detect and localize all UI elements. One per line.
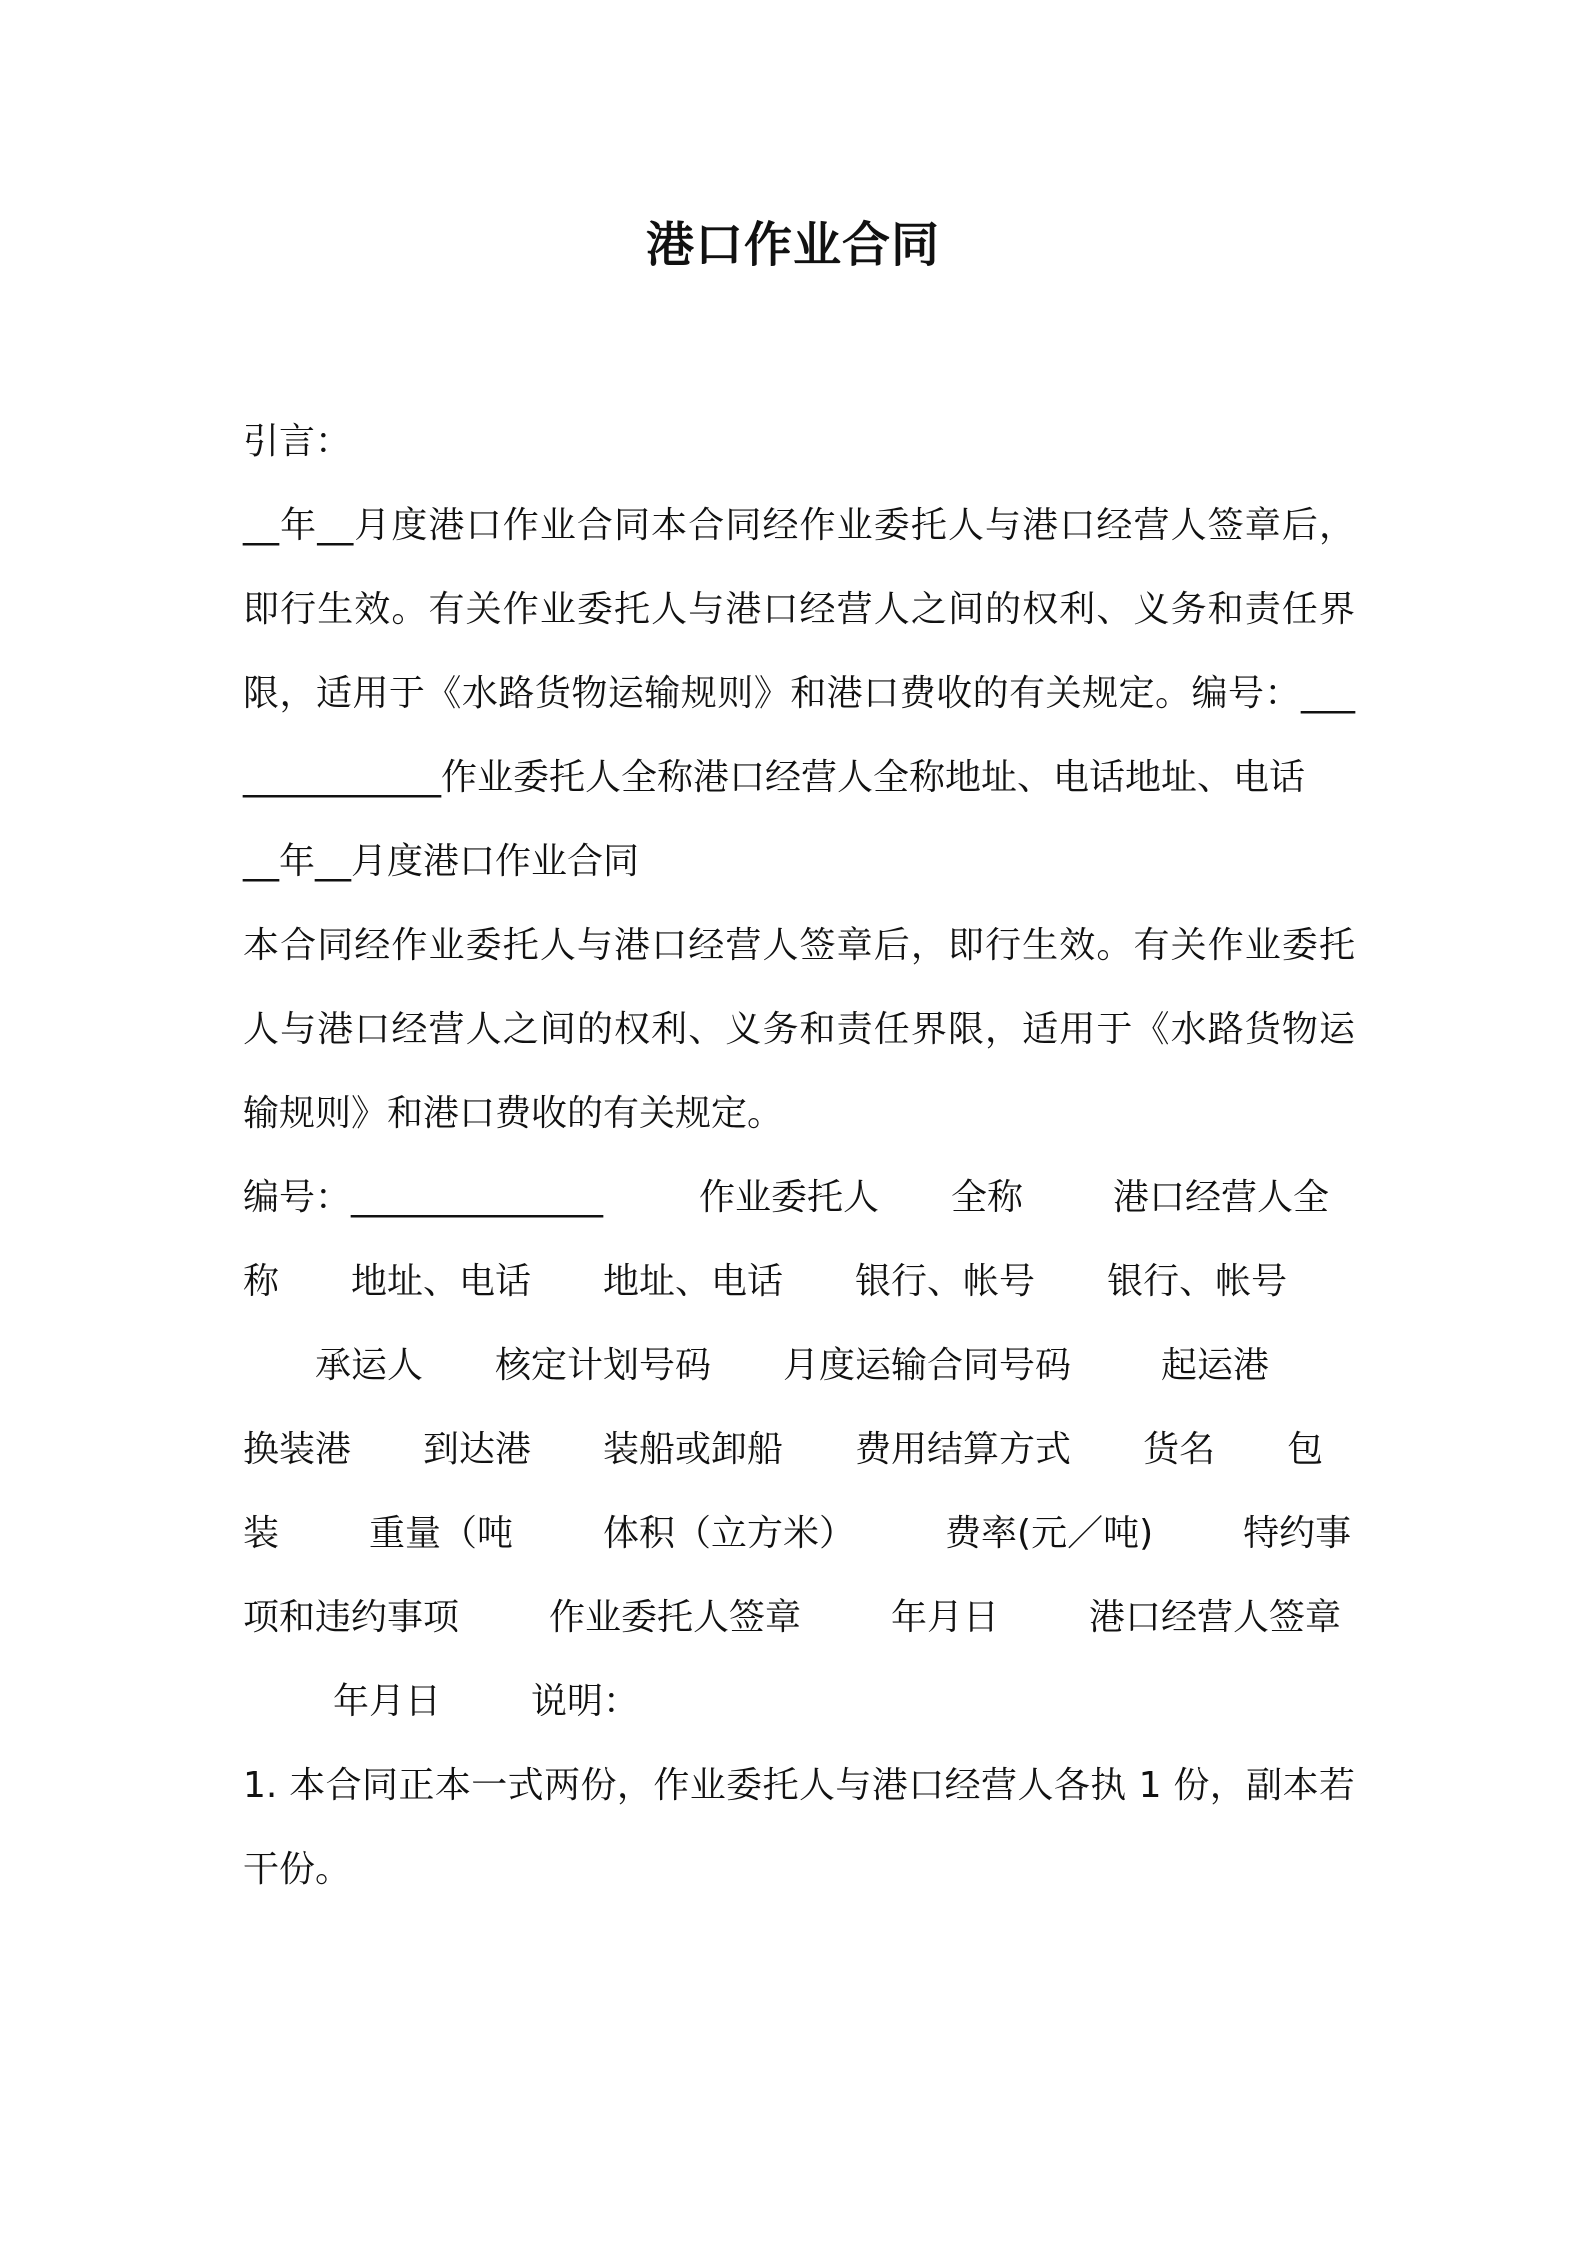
field-item: 费用结算方式 xyxy=(855,1429,1072,1470)
note-item-1: 1. 本合同正本一式两份，作业委托人与港口经营人各执 1 份，副本若干份。 xyxy=(243,1765,1355,1890)
number-label: 编号：______________ xyxy=(243,1177,604,1218)
field-item: 港口经营人签章 xyxy=(1089,1597,1342,1638)
field-item: 银行、帐号 xyxy=(855,1261,1036,1302)
field-item: 地址、电话 xyxy=(351,1261,532,1302)
contract-heading-repeat: __年__月度港口作业合同 xyxy=(243,841,640,882)
field-item: 说明： xyxy=(531,1681,640,1722)
field-item: 年月日 xyxy=(333,1681,442,1722)
field-item: 港口经营人全称 xyxy=(243,1177,1330,1302)
intro-paragraph: __年__月度港口作业合同本合同经作业委托人与港口经营人签章后，即行生效。有关作业委托人与港口经营人之间的权利、义务和责任界限，适用于《水路货物运输规则》和港口费收的有关规定。编号：______________作业委托人全称港口经营人全称地址、电话地址、电话 xyxy=(243,505,1355,798)
field-item: 到达港 xyxy=(423,1429,532,1470)
field-item: 月度运输合同号码 xyxy=(783,1345,1072,1386)
field-item: 货名 xyxy=(1143,1429,1216,1470)
field-item: 银行、帐号 xyxy=(1107,1261,1288,1302)
field-item: 承运人 xyxy=(315,1345,424,1386)
document-body xyxy=(243,400,1355,1912)
document-title: 港口作业合同 xyxy=(645,217,940,273)
field-item: 换装港 xyxy=(243,1429,352,1470)
field-item: 全称 xyxy=(951,1177,1024,1218)
field-item: 起运港 xyxy=(1161,1345,1270,1386)
field-item: 装船或卸船 xyxy=(603,1429,784,1470)
fields-paragraph xyxy=(243,1156,1355,1744)
field-item: 特约事项和违约事项 xyxy=(243,1513,1352,1638)
field-item: 作业委托人签章 xyxy=(549,1597,802,1638)
effect-paragraph: 本合同经作业委托人与港口经营人签章后，即行生效。有关作业委托人与港口经营人之间的权利、义务和责任界限，适用于《水路货物运输规则》和港口费收的有关规定。 xyxy=(243,925,1355,1134)
field-item: 包装 xyxy=(243,1429,1324,1554)
field-item: 作业委托人 xyxy=(699,1177,880,1218)
field-item: 年月日 xyxy=(891,1597,1000,1638)
field-item: 核定计划号码 xyxy=(495,1345,712,1386)
field-item: 费率(元／吨) xyxy=(945,1513,1154,1554)
field-item: 重量（吨 xyxy=(369,1513,514,1554)
field-item: 地址、电话 xyxy=(603,1261,784,1302)
intro-label: 引言： xyxy=(243,421,352,462)
field-item: 体积（立方米） xyxy=(603,1513,856,1554)
